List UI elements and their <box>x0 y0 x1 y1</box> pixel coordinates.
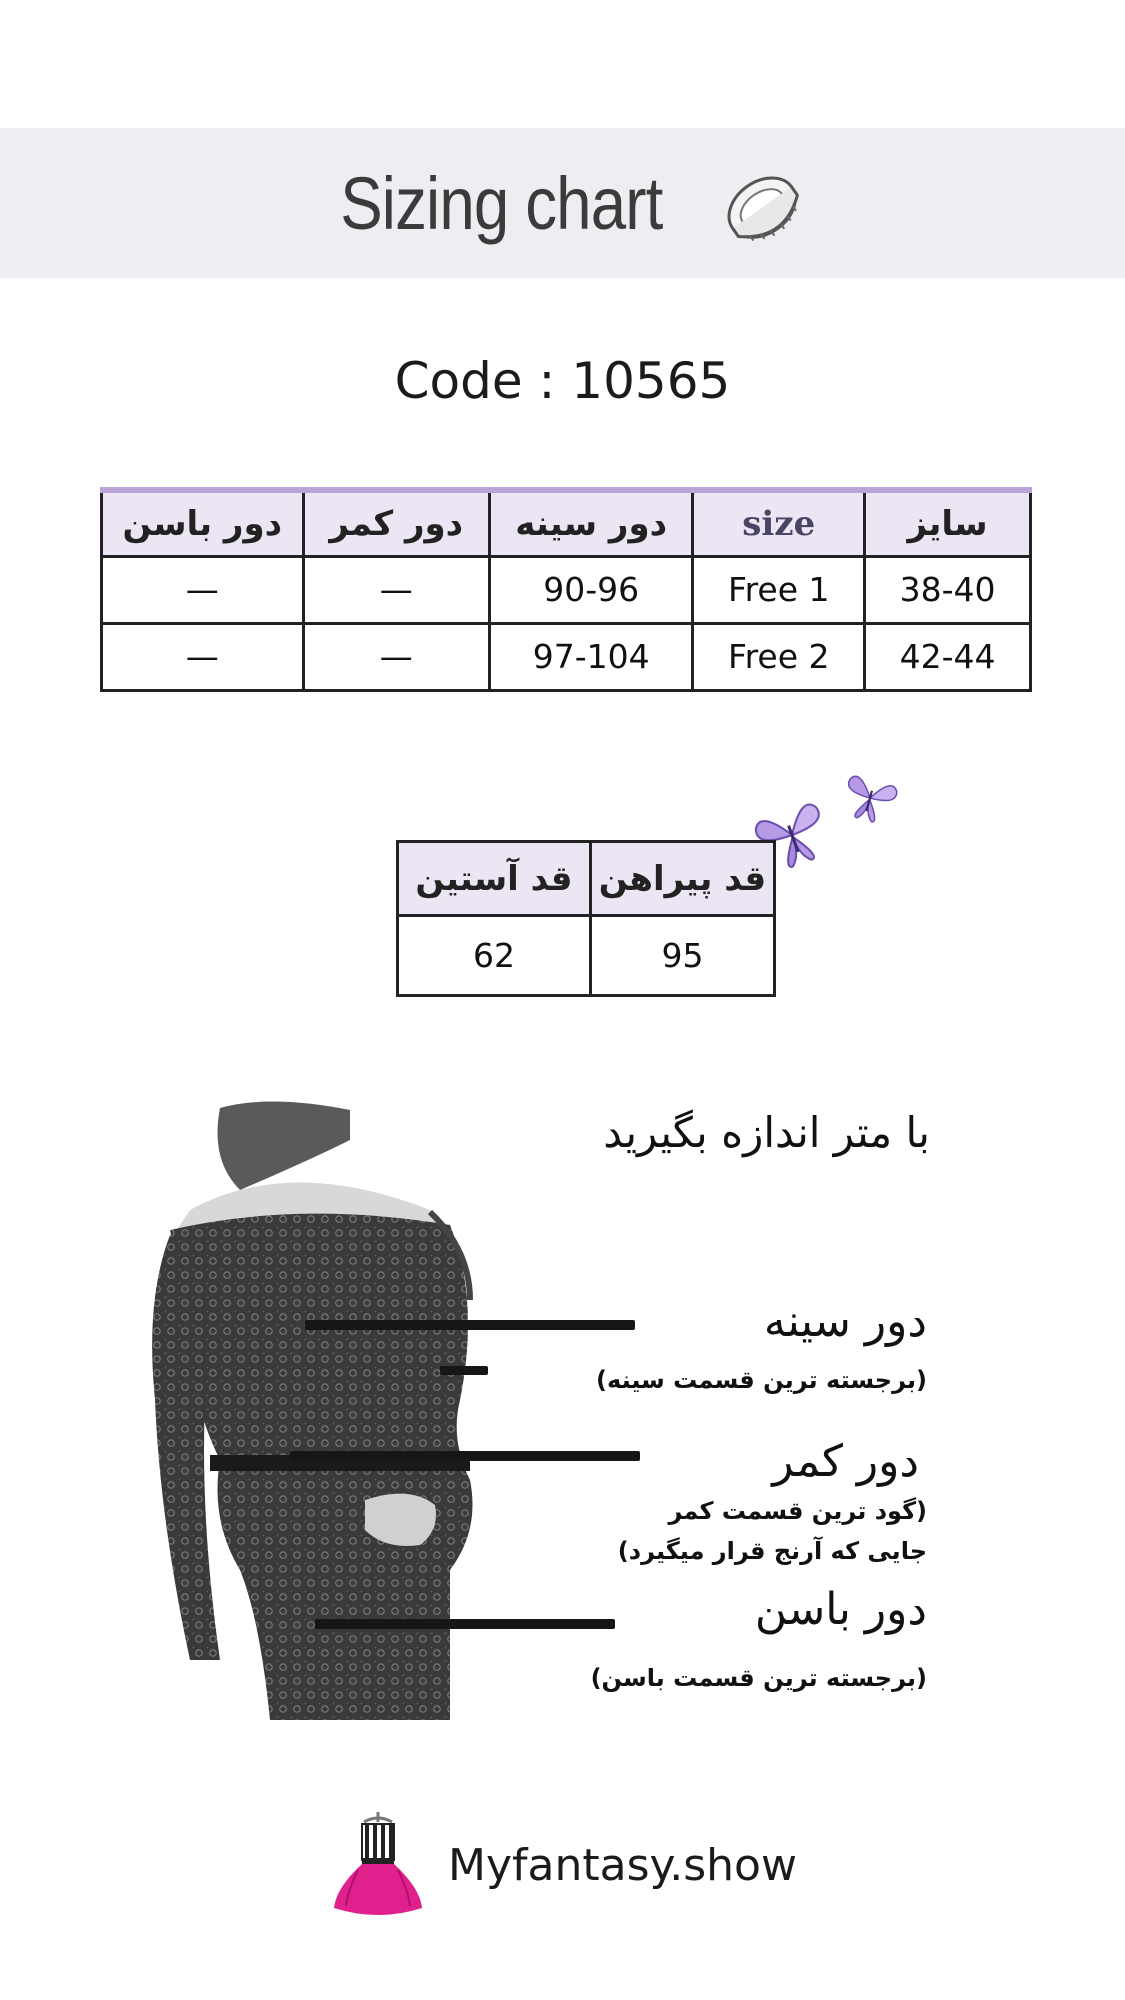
waist-note-1: (گود ترین قسمت کمر <box>668 1497 927 1525</box>
cell-sleeve-length: 62 <box>398 916 591 996</box>
butterfly-icon <box>840 768 900 828</box>
brand-name: Myfantasy.show <box>448 1839 797 1891</box>
cell-hip: — <box>102 556 304 623</box>
cell-chest: 90-96 <box>489 556 692 623</box>
cell-dress-length: 95 <box>590 916 774 996</box>
waist-measure-line <box>290 1451 640 1461</box>
measure-instruction: با متر اندازه بگیرید <box>603 1108 930 1157</box>
hip-measure-line <box>315 1619 615 1629</box>
hip-title: دور باسن <box>754 1584 927 1635</box>
table-row <box>102 623 1031 690</box>
measuring-tape-icon <box>711 156 811 256</box>
chest-measure-tick <box>440 1366 488 1375</box>
chest-note: (برجسته ترین قسمت سینه) <box>596 1366 927 1394</box>
page-title: Sizing chart <box>340 161 663 245</box>
cell-hip: — <box>102 623 304 690</box>
header-hip: دور باسن <box>102 490 304 556</box>
cell-size-en: Free 2 <box>693 623 865 690</box>
header-chest: دور سینه <box>489 490 692 556</box>
header-size-fa: سایز <box>865 490 1031 556</box>
header-size-en: size <box>693 490 865 556</box>
chest-measure-line <box>305 1320 635 1330</box>
cell-chest: 97-104 <box>489 623 692 690</box>
hip-note: (برجسته ترین قسمت باسن) <box>590 1664 927 1692</box>
cell-size-fa: 42-44 <box>865 623 1031 690</box>
header-waist: دور کمر <box>303 490 489 556</box>
waist-title: دور کمر <box>772 1436 919 1487</box>
table-row <box>398 916 775 996</box>
size-table <box>100 487 1032 692</box>
cell-waist: — <box>303 556 489 623</box>
table-row <box>102 556 1031 623</box>
product-code: Code : 10565 <box>394 352 731 410</box>
cell-size-fa: 38-40 <box>865 556 1031 623</box>
length-table-header-row <box>398 842 775 916</box>
size-table-header-row <box>102 490 1031 556</box>
cell-size-en: Free 1 <box>693 556 865 623</box>
chest-title: دور سینه <box>763 1296 927 1347</box>
brand-footer <box>0 1810 1125 1920</box>
dress-logo-icon <box>328 1810 428 1920</box>
header-banner <box>0 128 1125 278</box>
header-dress-length: قد پیراهن <box>590 842 774 916</box>
length-table <box>396 840 776 997</box>
cell-waist: — <box>303 623 489 690</box>
waist-note-2: جایی که آرنج قرار میگیرد) <box>617 1537 927 1565</box>
header-sleeve-length: قد آستین <box>398 842 591 916</box>
